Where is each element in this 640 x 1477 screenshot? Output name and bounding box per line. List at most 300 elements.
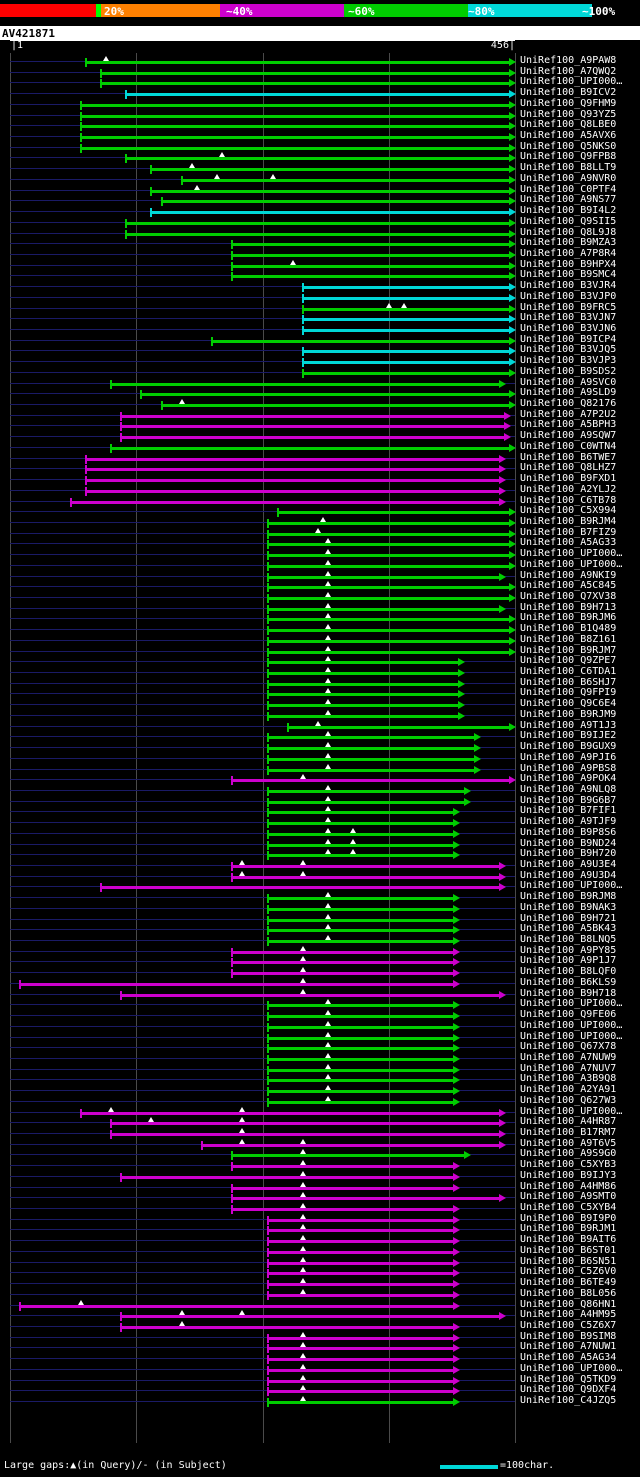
- alignment-bar[interactable]: [151, 211, 510, 214]
- query-gap-marker: [148, 1117, 154, 1122]
- alignment-bar[interactable]: [232, 779, 510, 782]
- hit-label[interactable]: UniRef100_B17RM7: [520, 1127, 617, 1138]
- alignment-bar[interactable]: [268, 554, 510, 557]
- hit-label[interactable]: UniRef100_A9TJF9: [520, 816, 617, 828]
- hit-label[interactable]: UniRef100_B8LLT9: [520, 162, 617, 174]
- alignment-bar[interactable]: [268, 769, 475, 772]
- alignment-bar[interactable]: [268, 940, 455, 943]
- hit-label[interactable]: UniRef100_UPI000…: [520, 1019, 623, 1031]
- alignment-bar[interactable]: [121, 1176, 454, 1179]
- alignment-bar[interactable]: [268, 651, 510, 654]
- hit-label[interactable]: UniRef100_C5Z6V0: [520, 1266, 617, 1278]
- alignment-bar[interactable]: [268, 736, 475, 739]
- hit-label[interactable]: UniRef100_B9FRC5: [520, 301, 617, 313]
- alignment-bar[interactable]: [126, 157, 510, 160]
- hit-label[interactable]: UniRef100_B7FIF1: [520, 805, 617, 817]
- hit-label[interactable]: UniRef100_UPI000…: [520, 548, 623, 560]
- query-gap-marker: [325, 688, 331, 693]
- alignment-bar[interactable]: [268, 919, 455, 922]
- alignment-bar[interactable]: [303, 286, 510, 289]
- hit-label[interactable]: UniRef100_B3VJP3: [520, 355, 617, 367]
- alignment-bar[interactable]: [268, 640, 510, 643]
- alignment-direction-arrow: [453, 1355, 460, 1363]
- alignment-bar[interactable]: [81, 147, 510, 150]
- hit-label[interactable]: UniRef100_B9RJM8: [520, 891, 617, 903]
- hit-label[interactable]: UniRef100_A2YA91: [520, 1084, 617, 1096]
- alignment-bar[interactable]: [126, 93, 510, 96]
- alignment-direction-arrow: [509, 530, 516, 538]
- alignment-start-cap: [125, 154, 127, 163]
- hit-label[interactable]: UniRef100_A9PY85: [520, 944, 617, 956]
- hit-label[interactable]: UniRef100_A9U3E4: [520, 859, 617, 870]
- alignment-bar[interactable]: [268, 1380, 455, 1383]
- alignment-bar[interactable]: [268, 543, 510, 546]
- hit-label[interactable]: UniRef100_UPI000…: [520, 1105, 623, 1117]
- alignment-bar[interactable]: [268, 683, 460, 686]
- alignment-bar[interactable]: [303, 350, 510, 353]
- hit-label[interactable]: UniRef100_A7QWQ2: [520, 65, 617, 77]
- hit-label[interactable]: UniRef100_A9T6V5: [520, 1137, 617, 1149]
- alignment-bar[interactable]: [268, 1219, 455, 1222]
- alignment-bar[interactable]: [303, 308, 510, 311]
- hit-label[interactable]: UniRef100_A5C845: [520, 580, 617, 592]
- hit-label[interactable]: UniRef100_B9SDS2: [520, 365, 617, 377]
- hit-label[interactable]: UniRef100_Q8LHZ7: [520, 462, 617, 474]
- alignment-bar[interactable]: [288, 726, 510, 729]
- hit-label[interactable]: UniRef100_B9HPX4: [520, 258, 617, 270]
- alignment-bar[interactable]: [268, 908, 455, 911]
- alignment-bar[interactable]: [268, 822, 455, 825]
- hit-label[interactable]: UniRef100_B9RJM7: [520, 644, 617, 656]
- alignment-bar[interactable]: [232, 254, 510, 257]
- hit-label[interactable]: UniRef100_B9H713: [520, 601, 617, 613]
- hit-label[interactable]: UniRef100_A9SLD9: [520, 387, 617, 399]
- hit-label[interactable]: UniRef100_A2YLJ2: [520, 483, 617, 495]
- alignment-bar[interactable]: [268, 1037, 455, 1040]
- hit-label[interactable]: UniRef100_B9I9P0: [520, 1212, 617, 1224]
- hit-label[interactable]: UniRef100_B9GUX9: [520, 741, 617, 753]
- hit-label[interactable]: UniRef100_B9FXD1: [520, 473, 617, 485]
- alignment-direction-arrow: [453, 969, 460, 977]
- alignment-bar[interactable]: [268, 586, 510, 589]
- hit-label[interactable]: UniRef100_B9I4L2: [520, 205, 617, 217]
- alignment-bar[interactable]: [268, 715, 460, 718]
- hit-label[interactable]: UniRef100_C5Z6X7: [520, 1319, 617, 1331]
- hit-label[interactable]: UniRef100_C5XYB3: [520, 1159, 617, 1171]
- alignment-bar[interactable]: [268, 1015, 455, 1018]
- hit-label[interactable]: UniRef100_A9PBS8: [520, 762, 617, 774]
- alignment-bar[interactable]: [268, 747, 475, 750]
- alignment-bar[interactable]: [268, 1294, 455, 1297]
- hit-label[interactable]: UniRef100_Q5TKD9: [520, 1373, 617, 1385]
- hit-label[interactable]: UniRef100_UPI000…: [520, 1362, 623, 1374]
- alignment-bar[interactable]: [268, 704, 460, 707]
- alignment-bar[interactable]: [268, 1369, 455, 1372]
- alignment-bar[interactable]: [268, 854, 455, 857]
- hit-label[interactable]: UniRef100_Q8L9J8: [520, 226, 617, 238]
- hit-label[interactable]: UniRef100_B3VJN7: [520, 312, 617, 324]
- alignment-bar[interactable]: [86, 490, 500, 493]
- hit-label[interactable]: UniRef100_B3VJN6: [520, 323, 617, 334]
- hit-label[interactable]: UniRef100_Q9FHM9: [520, 97, 617, 109]
- alignment-start-cap: [267, 755, 269, 764]
- alignment-direction-arrow: [458, 701, 465, 709]
- query-gap-marker: [325, 603, 331, 608]
- alignment-start-cap: [80, 101, 82, 110]
- alignment-bar[interactable]: [81, 136, 510, 139]
- alignment-start-cap: [85, 58, 87, 67]
- alignment-direction-arrow: [509, 230, 516, 238]
- hit-label[interactable]: UniRef100_B9RJM1: [520, 1223, 617, 1235]
- alignment-bar[interactable]: [268, 618, 510, 621]
- hit-label[interactable]: UniRef100_Q67X78: [520, 1041, 617, 1053]
- alignment-direction-arrow: [453, 1387, 460, 1395]
- hit-label[interactable]: UniRef100_B9IJY3: [520, 1169, 617, 1181]
- alignment-start-cap: [267, 615, 269, 624]
- alignment-bar[interactable]: [268, 1272, 455, 1275]
- alignment-direction-arrow: [453, 958, 460, 966]
- alignment-bar[interactable]: [303, 361, 510, 364]
- hit-label[interactable]: UniRef100_B3VJP0: [520, 290, 617, 302]
- alignment-bar[interactable]: [111, 383, 500, 386]
- hit-label[interactable]: UniRef100_UPI000…: [520, 558, 623, 570]
- alignment-bar[interactable]: [121, 415, 505, 418]
- hit-label[interactable]: UniRef100_A4HM95: [520, 1309, 617, 1321]
- hit-label[interactable]: UniRef100_B8L056: [520, 1287, 617, 1299]
- alignment-bar[interactable]: [232, 961, 454, 964]
- query-gap-marker: [325, 764, 331, 769]
- alignment-bar[interactable]: [268, 565, 510, 568]
- hit-label[interactable]: UniRef100_B8LQF0: [520, 966, 617, 978]
- hit-label[interactable]: UniRef100_A9P1J7: [520, 955, 617, 967]
- alignment-bar[interactable]: [268, 608, 500, 611]
- alignment-bar[interactable]: [268, 576, 500, 579]
- hit-label[interactable]: UniRef100_A7NUV7: [520, 1062, 617, 1074]
- hit-label[interactable]: UniRef100_UPI000…: [520, 76, 623, 88]
- hit-label[interactable]: UniRef100_B9H718: [520, 987, 617, 999]
- alignment-bar[interactable]: [232, 972, 454, 975]
- alignment-bar[interactable]: [268, 811, 455, 814]
- alignment-bar[interactable]: [268, 597, 510, 600]
- alignment-bar[interactable]: [81, 115, 510, 118]
- hit-label[interactable]: UniRef100_A9SVC0: [520, 376, 617, 388]
- alignment-bar[interactable]: [20, 983, 454, 986]
- hit-label[interactable]: UniRef100_A5AG33: [520, 537, 617, 549]
- alignment-bar[interactable]: [126, 222, 510, 225]
- query-gap-marker: [325, 667, 331, 672]
- alignment-bar[interactable]: [86, 468, 500, 471]
- hit-label[interactable]: UniRef100_UPI000…: [520, 998, 623, 1010]
- hit-label[interactable]: UniRef100_Q8LBE0: [520, 119, 617, 131]
- alignment-bar[interactable]: [268, 758, 475, 761]
- alignment-bar[interactable]: [268, 1283, 455, 1286]
- alignment-bar[interactable]: [232, 243, 510, 246]
- alignment-bar[interactable]: [278, 511, 510, 514]
- alignment-bar[interactable]: [111, 1133, 500, 1136]
- alignment-direction-arrow: [458, 712, 465, 720]
- alignment-bar[interactable]: [303, 372, 510, 375]
- hit-label[interactable]: UniRef100_Q9DXF4: [520, 1384, 617, 1396]
- alignment-bar[interactable]: [268, 1262, 455, 1265]
- hit-label[interactable]: UniRef100_B9NAK3: [520, 901, 617, 913]
- hit-label[interactable]: UniRef100_B9SMC4: [520, 269, 617, 281]
- hit-label[interactable]: UniRef100_Q86HN1: [520, 1298, 617, 1310]
- query-gap-marker: [214, 174, 220, 179]
- alignment-bar[interactable]: [268, 1026, 455, 1029]
- hit-label[interactable]: UniRef100_A9NS77: [520, 194, 617, 206]
- hit-label[interactable]: UniRef100_B6ST01: [520, 1244, 617, 1256]
- hit-label[interactable]: UniRef100_C4JZQ5: [520, 1395, 617, 1406]
- hit-label[interactable]: UniRef100_A9U3D4: [520, 869, 617, 881]
- alignment-direction-arrow: [499, 498, 506, 506]
- alignment-bar[interactable]: [141, 393, 510, 396]
- alignment-bar[interactable]: [212, 340, 510, 343]
- alignment-direction-arrow: [458, 658, 465, 666]
- hit-label[interactable]: UniRef100_A7NUW9: [520, 1051, 617, 1063]
- hit-label[interactable]: UniRef100_A7NUW1: [520, 1341, 617, 1353]
- alignment-bar[interactable]: [268, 801, 465, 804]
- query-gap-marker: [300, 1385, 306, 1390]
- hit-label[interactable]: UniRef100_A4HR87: [520, 1116, 617, 1128]
- alignment-bar[interactable]: [232, 265, 510, 268]
- alignment-start-cap: [267, 637, 269, 646]
- hit-label[interactable]: UniRef100_A3B9Q8: [520, 1073, 617, 1085]
- alignment-bar[interactable]: [86, 479, 500, 482]
- hit-label[interactable]: UniRef100_Q627W3: [520, 1094, 617, 1106]
- hit-label[interactable]: UniRef100_B9ICP4: [520, 333, 617, 345]
- alignment-direction-arrow: [474, 733, 481, 741]
- hit-label[interactable]: UniRef100_A5BPH3: [520, 419, 617, 431]
- alignment-bar[interactable]: [232, 876, 500, 879]
- hit-label[interactable]: UniRef100_A9POK4: [520, 773, 617, 785]
- hit-label[interactable]: UniRef100_A9T1J3: [520, 719, 617, 731]
- hit-label[interactable]: UniRef100_B9AIT6: [520, 1234, 617, 1246]
- hit-label[interactable]: UniRef100_C6TB78: [520, 494, 617, 506]
- alignment-bar[interactable]: [232, 1187, 454, 1190]
- alignment-bar[interactable]: [162, 200, 510, 203]
- alignment-bar[interactable]: [121, 1326, 454, 1329]
- alignment-start-cap: [267, 1248, 269, 1257]
- alignment-bar[interactable]: [268, 629, 510, 632]
- alignment-bar[interactable]: [268, 1229, 455, 1232]
- alignment-bar[interactable]: [86, 61, 510, 64]
- alignment-bar[interactable]: [268, 833, 455, 836]
- query-gap-marker: [325, 1064, 331, 1069]
- alignment-start-cap: [150, 208, 152, 217]
- alignment-bar[interactable]: [268, 897, 455, 900]
- alignment-bar[interactable]: [232, 865, 500, 868]
- alignment-bar[interactable]: [202, 1144, 500, 1147]
- hit-label[interactable]: UniRef100_C5X994: [520, 505, 617, 517]
- alignment-bar[interactable]: [232, 1197, 500, 1200]
- alignment-bar[interactable]: [268, 790, 465, 793]
- hit-label[interactable]: UniRef100_A9PAW8: [520, 55, 617, 66]
- alignment-bar[interactable]: [268, 661, 460, 664]
- hit-label[interactable]: UniRef100_B9H721: [520, 912, 617, 924]
- alignment-bar[interactable]: [86, 458, 500, 461]
- alignment-bar[interactable]: [232, 951, 454, 954]
- query-gap-marker: [325, 613, 331, 618]
- alignment-bar[interactable]: [20, 1305, 454, 1308]
- hit-label[interactable]: UniRef100_Q9FE06: [520, 1009, 617, 1021]
- hit-label[interactable]: UniRef100_B9G6B7: [520, 794, 617, 806]
- alignment-bar[interactable]: [268, 1047, 455, 1050]
- alignment-bar[interactable]: [268, 1101, 455, 1104]
- alignment-direction-arrow: [509, 401, 516, 409]
- hit-label[interactable]: UniRef100_UPI000…: [520, 880, 623, 892]
- alignment-start-cap: [267, 540, 269, 549]
- query-gap-marker: [239, 871, 245, 876]
- alignment-bar[interactable]: [101, 72, 510, 75]
- alignment-direction-arrow: [453, 1162, 460, 1170]
- alignment-start-cap: [267, 1044, 269, 1053]
- alignment-start-cap: [231, 1194, 233, 1203]
- hit-label[interactable]: UniRef100_A9NVR0: [520, 172, 617, 184]
- alignment-bar[interactable]: [232, 1208, 454, 1211]
- hit-label[interactable]: UniRef100_Q9C6E4: [520, 698, 617, 710]
- hit-label[interactable]: UniRef100_Q5NKS0: [520, 140, 617, 152]
- hit-label[interactable]: UniRef100_B1Q489: [520, 623, 617, 635]
- alignment-bar[interactable]: [268, 1240, 455, 1243]
- alignment-direction-arrow: [509, 154, 516, 162]
- alignment-direction-arrow: [509, 79, 516, 87]
- alignment-bar[interactable]: [101, 886, 500, 889]
- hit-label[interactable]: UniRef100_A9SMT0: [520, 1191, 617, 1203]
- hit-label[interactable]: UniRef100_UPI000…: [520, 1030, 623, 1042]
- alignment-start-cap: [161, 197, 163, 206]
- hit-label[interactable]: UniRef100_Q9ZPE7: [520, 655, 617, 667]
- alignment-bar[interactable]: [182, 179, 510, 182]
- hit-label[interactable]: UniRef100_A9NKI9: [520, 569, 617, 581]
- alignment-bar[interactable]: [151, 168, 510, 171]
- hit-label[interactable]: UniRef100_B6TWE7: [520, 451, 617, 463]
- alignment-bar[interactable]: [268, 1079, 455, 1082]
- alignment-bar[interactable]: [303, 297, 510, 300]
- alignment-start-cap: [231, 1184, 233, 1193]
- alignment-bar[interactable]: [303, 318, 510, 321]
- hit-label[interactable]: UniRef100_Q9FPB8: [520, 151, 617, 163]
- hit-label[interactable]: UniRef100_C0WTN4: [520, 440, 617, 452]
- hit-label[interactable]: UniRef100_A9PJI6: [520, 751, 617, 763]
- alignment-direction-arrow: [499, 487, 506, 495]
- alignment-start-cap: [267, 830, 269, 839]
- hit-label[interactable]: UniRef100_B9ND24: [520, 837, 617, 849]
- alignment-bar[interactable]: [126, 233, 510, 236]
- alignment-bar[interactable]: [268, 1337, 455, 1340]
- alignment-bar[interactable]: [232, 275, 510, 278]
- alignment-bar[interactable]: [111, 447, 510, 450]
- hit-label[interactable]: UniRef100_Q9SII5: [520, 215, 617, 227]
- hit-label[interactable]: UniRef100_B3VJR4: [520, 280, 617, 292]
- hit-label[interactable]: UniRef100_A7P8R4: [520, 247, 617, 259]
- alignment-bar[interactable]: [81, 104, 510, 107]
- hit-label[interactable]: UniRef100_A5AVX6: [520, 130, 617, 142]
- alignment-bar[interactable]: [268, 1347, 455, 1350]
- hit-label[interactable]: UniRef100_A7P2U2: [520, 408, 617, 420]
- hit-label[interactable]: UniRef100_B9RJM9: [520, 708, 617, 720]
- alignment-start-cap: [267, 583, 269, 592]
- alignment-bar[interactable]: [268, 522, 510, 525]
- alignment-bar[interactable]: [232, 1165, 454, 1168]
- alignment-bar[interactable]: [268, 1251, 455, 1254]
- hit-label[interactable]: UniRef100_C6TDA1: [520, 666, 617, 678]
- hit-label[interactable]: UniRef100_B9P8S6: [520, 826, 617, 838]
- hit-label[interactable]: UniRef100_B8LNQ5: [520, 934, 617, 946]
- hit-label[interactable]: UniRef100_A9SQW7: [520, 430, 617, 442]
- alignment-bar[interactable]: [268, 533, 510, 536]
- hit-label[interactable]: UniRef100_Q9FPI9: [520, 687, 617, 699]
- alignment-bar[interactable]: [268, 1058, 455, 1061]
- alignment-start-cap: [302, 315, 304, 324]
- hit-label[interactable]: UniRef100_B9MZA3: [520, 237, 617, 249]
- alignment-bar[interactable]: [268, 1004, 455, 1007]
- hit-label[interactable]: UniRef100_A4HM86: [520, 1180, 617, 1192]
- hit-label[interactable]: UniRef100_B9RJM6: [520, 612, 617, 624]
- alignment-bar[interactable]: [101, 82, 510, 85]
- hit-label[interactable]: UniRef100_B6SN51: [520, 1255, 617, 1267]
- alignment-bar[interactable]: [121, 994, 500, 997]
- alignment-bar[interactable]: [303, 329, 510, 332]
- alignment-bar[interactable]: [268, 693, 460, 696]
- alignment-bar[interactable]: [81, 1112, 500, 1115]
- alignment-bar[interactable]: [268, 1069, 455, 1072]
- hit-label[interactable]: UniRef100_Q93YZ5: [520, 108, 617, 120]
- query-gap-marker: [325, 635, 331, 640]
- hit-label[interactable]: UniRef100_B3VJQ5: [520, 344, 617, 356]
- alignment-bar[interactable]: [268, 929, 455, 932]
- hit-label[interactable]: UniRef100_B6TE49: [520, 1277, 617, 1289]
- alignment-bar[interactable]: [268, 1390, 455, 1393]
- alignment-bar[interactable]: [162, 404, 510, 407]
- hit-label[interactable]: UniRef100_B6SHJ7: [520, 676, 617, 688]
- hit-label[interactable]: UniRef100_Q7XV38: [520, 591, 617, 602]
- alignment-bar[interactable]: [268, 844, 455, 847]
- alignment-direction-arrow: [509, 58, 516, 66]
- alignment-bar[interactable]: [151, 190, 510, 193]
- hit-label[interactable]: UniRef100_B9IJE2: [520, 730, 617, 742]
- alignment-bar[interactable]: [121, 1315, 500, 1318]
- alignment-bar[interactable]: [232, 1154, 464, 1157]
- alignment-bar[interactable]: [111, 1122, 500, 1125]
- alignment-bar[interactable]: [81, 125, 510, 128]
- alignment-bar[interactable]: [121, 436, 505, 439]
- hit-label[interactable]: UniRef100_B6KLS9: [520, 976, 617, 988]
- alignment-bar[interactable]: [268, 1358, 455, 1361]
- hit-label[interactable]: UniRef100_A9S9G0: [520, 1148, 617, 1160]
- query-gap-marker: [239, 1107, 245, 1112]
- alignment-bar[interactable]: [268, 672, 460, 675]
- hit-label[interactable]: UniRef100_C5XYB4: [520, 1202, 617, 1214]
- hit-label[interactable]: UniRef100_B7FIZ9: [520, 526, 617, 538]
- hit-label[interactable]: UniRef100_B8Z161: [520, 633, 617, 645]
- hit-label[interactable]: UniRef100_A5AG34: [520, 1352, 617, 1364]
- alignment-bar[interactable]: [71, 501, 500, 504]
- hit-label[interactable]: UniRef100_B9RJM4: [520, 515, 617, 527]
- alignment-start-cap: [267, 808, 269, 817]
- hit-label[interactable]: UniRef100_B9ICV2: [520, 87, 617, 99]
- hit-label[interactable]: UniRef100_A5BK43: [520, 923, 617, 935]
- hit-label[interactable]: UniRef100_C0PTF4: [520, 183, 617, 195]
- alignment-direction-arrow: [509, 122, 516, 130]
- hit-label[interactable]: UniRef100_A9NLQ8: [520, 783, 617, 795]
- hit-label[interactable]: UniRef100_B9SIM8: [520, 1330, 617, 1342]
- hit-label[interactable]: UniRef100_Q82176: [520, 398, 617, 410]
- alignment-bar[interactable]: [268, 1090, 455, 1093]
- alignment-bar[interactable]: [121, 425, 505, 428]
- hit-label[interactable]: UniRef100_B9H720: [520, 848, 617, 860]
- query-gap-marker: [325, 1074, 331, 1079]
- alignment-bar[interactable]: [268, 1401, 455, 1404]
